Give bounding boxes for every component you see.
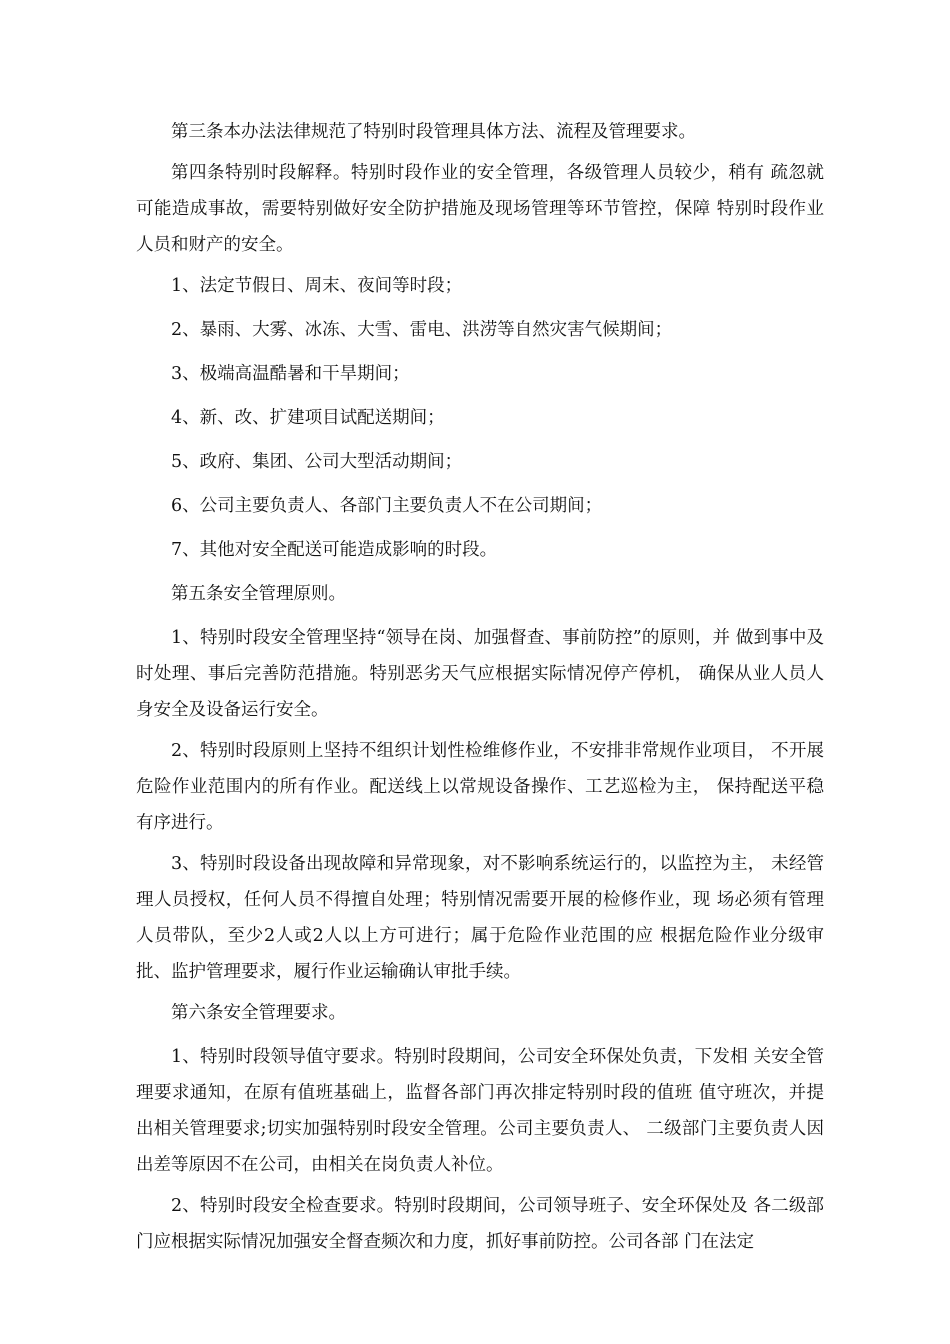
paragraph-requirement-1: 1、特别时段领导值守要求。特别时段期间，公司安全环保处负责，下发相 关安全管理要求通知，在原有值班基础上，监督各部门再次排定特别时段的值班 值守班次，并提出相关管理要求;切实加强特别时段安全管理。公司主要负责人、 二级部门主要负责人因出差等原因不在公司，由相关在岗负责人补位。 bbox=[136, 1047, 824, 1175]
list-item-5: 5、政府、集团、公司大型活动期间； bbox=[171, 452, 463, 472]
list-item-4: 4、新、改、扩建项目试配送期间； bbox=[171, 408, 445, 428]
list-item-3: 3、极端高温酷暑和干旱期间； bbox=[171, 364, 410, 384]
paragraph-requirement-2: 2、特别时段安全检查要求。特别时段期间，公司领导班子、安全环保处及 各二级部门应根据实际情况加强安全督查频次和力度，抓好事前防控。公司各部 门在法定 bbox=[136, 1196, 824, 1252]
paragraph-principle-2: 2、特别时段原则上坚持不组织计划性检维修作业，不安排非常规作业项目， 不开展危险作业范围内的所有作业。配送线上以常规设备操作、工艺巡检为主， 保持配送平稳有序进行。 bbox=[136, 741, 824, 833]
document-body bbox=[136, 114, 824, 1265]
paragraph-article-4: 第四条特别时段解释。特别时段作业的安全管理，各级管理人员较少，稍有 疏忽就可能造成事故，需要特别做好安全防护措施及现场管理等环节管控，保障 特别时段作业人员和财产的安全。 bbox=[136, 163, 824, 255]
list-item-7: 7、其他对安全配送可能造成影响的时段。 bbox=[171, 540, 498, 560]
paragraph-article-5: 第五条安全管理原则。 bbox=[171, 584, 346, 604]
paragraph-principle-3: 3、特别时段设备出现故障和异常现象，对不影响系统运行的，以监控为主， 未经管理人员授权，任何人员不得擅自处理；特别情况需要开展的检修作业，现 场必须有管理人员带队，至少2人或2人以上方可进行；属于危险作业范围的应 根据危险作业分级审批、监护管理要求，履行作业运输确认审批手续。 bbox=[136, 854, 824, 982]
paragraph-article-6: 第六条安全管理要求。 bbox=[171, 1003, 346, 1023]
list-item-6: 6、公司主要负责人、各部门主要负责人不在公司期间； bbox=[171, 496, 603, 516]
list-item-2: 2、暴雨、大雾、冰冻、大雪、雷电、洪涝等自然灾害气候期间； bbox=[171, 320, 673, 340]
paragraph-principle-1: 1、特别时段安全管理坚持“领导在岗、加强督查、事前防控”的原则，并 做到事中及时处理、事后完善防范措施。特别恶劣天气应根据实际情况停产停机， 确保从业人员人身安全及设备运行安全。 bbox=[136, 628, 824, 720]
paragraph-article-3: 第三条本办法法律规范了特别时段管理具体方法、流程及管理要求。 bbox=[171, 122, 696, 142]
list-item-1: 1、法定节假日、周末、夜间等时段； bbox=[171, 276, 463, 296]
